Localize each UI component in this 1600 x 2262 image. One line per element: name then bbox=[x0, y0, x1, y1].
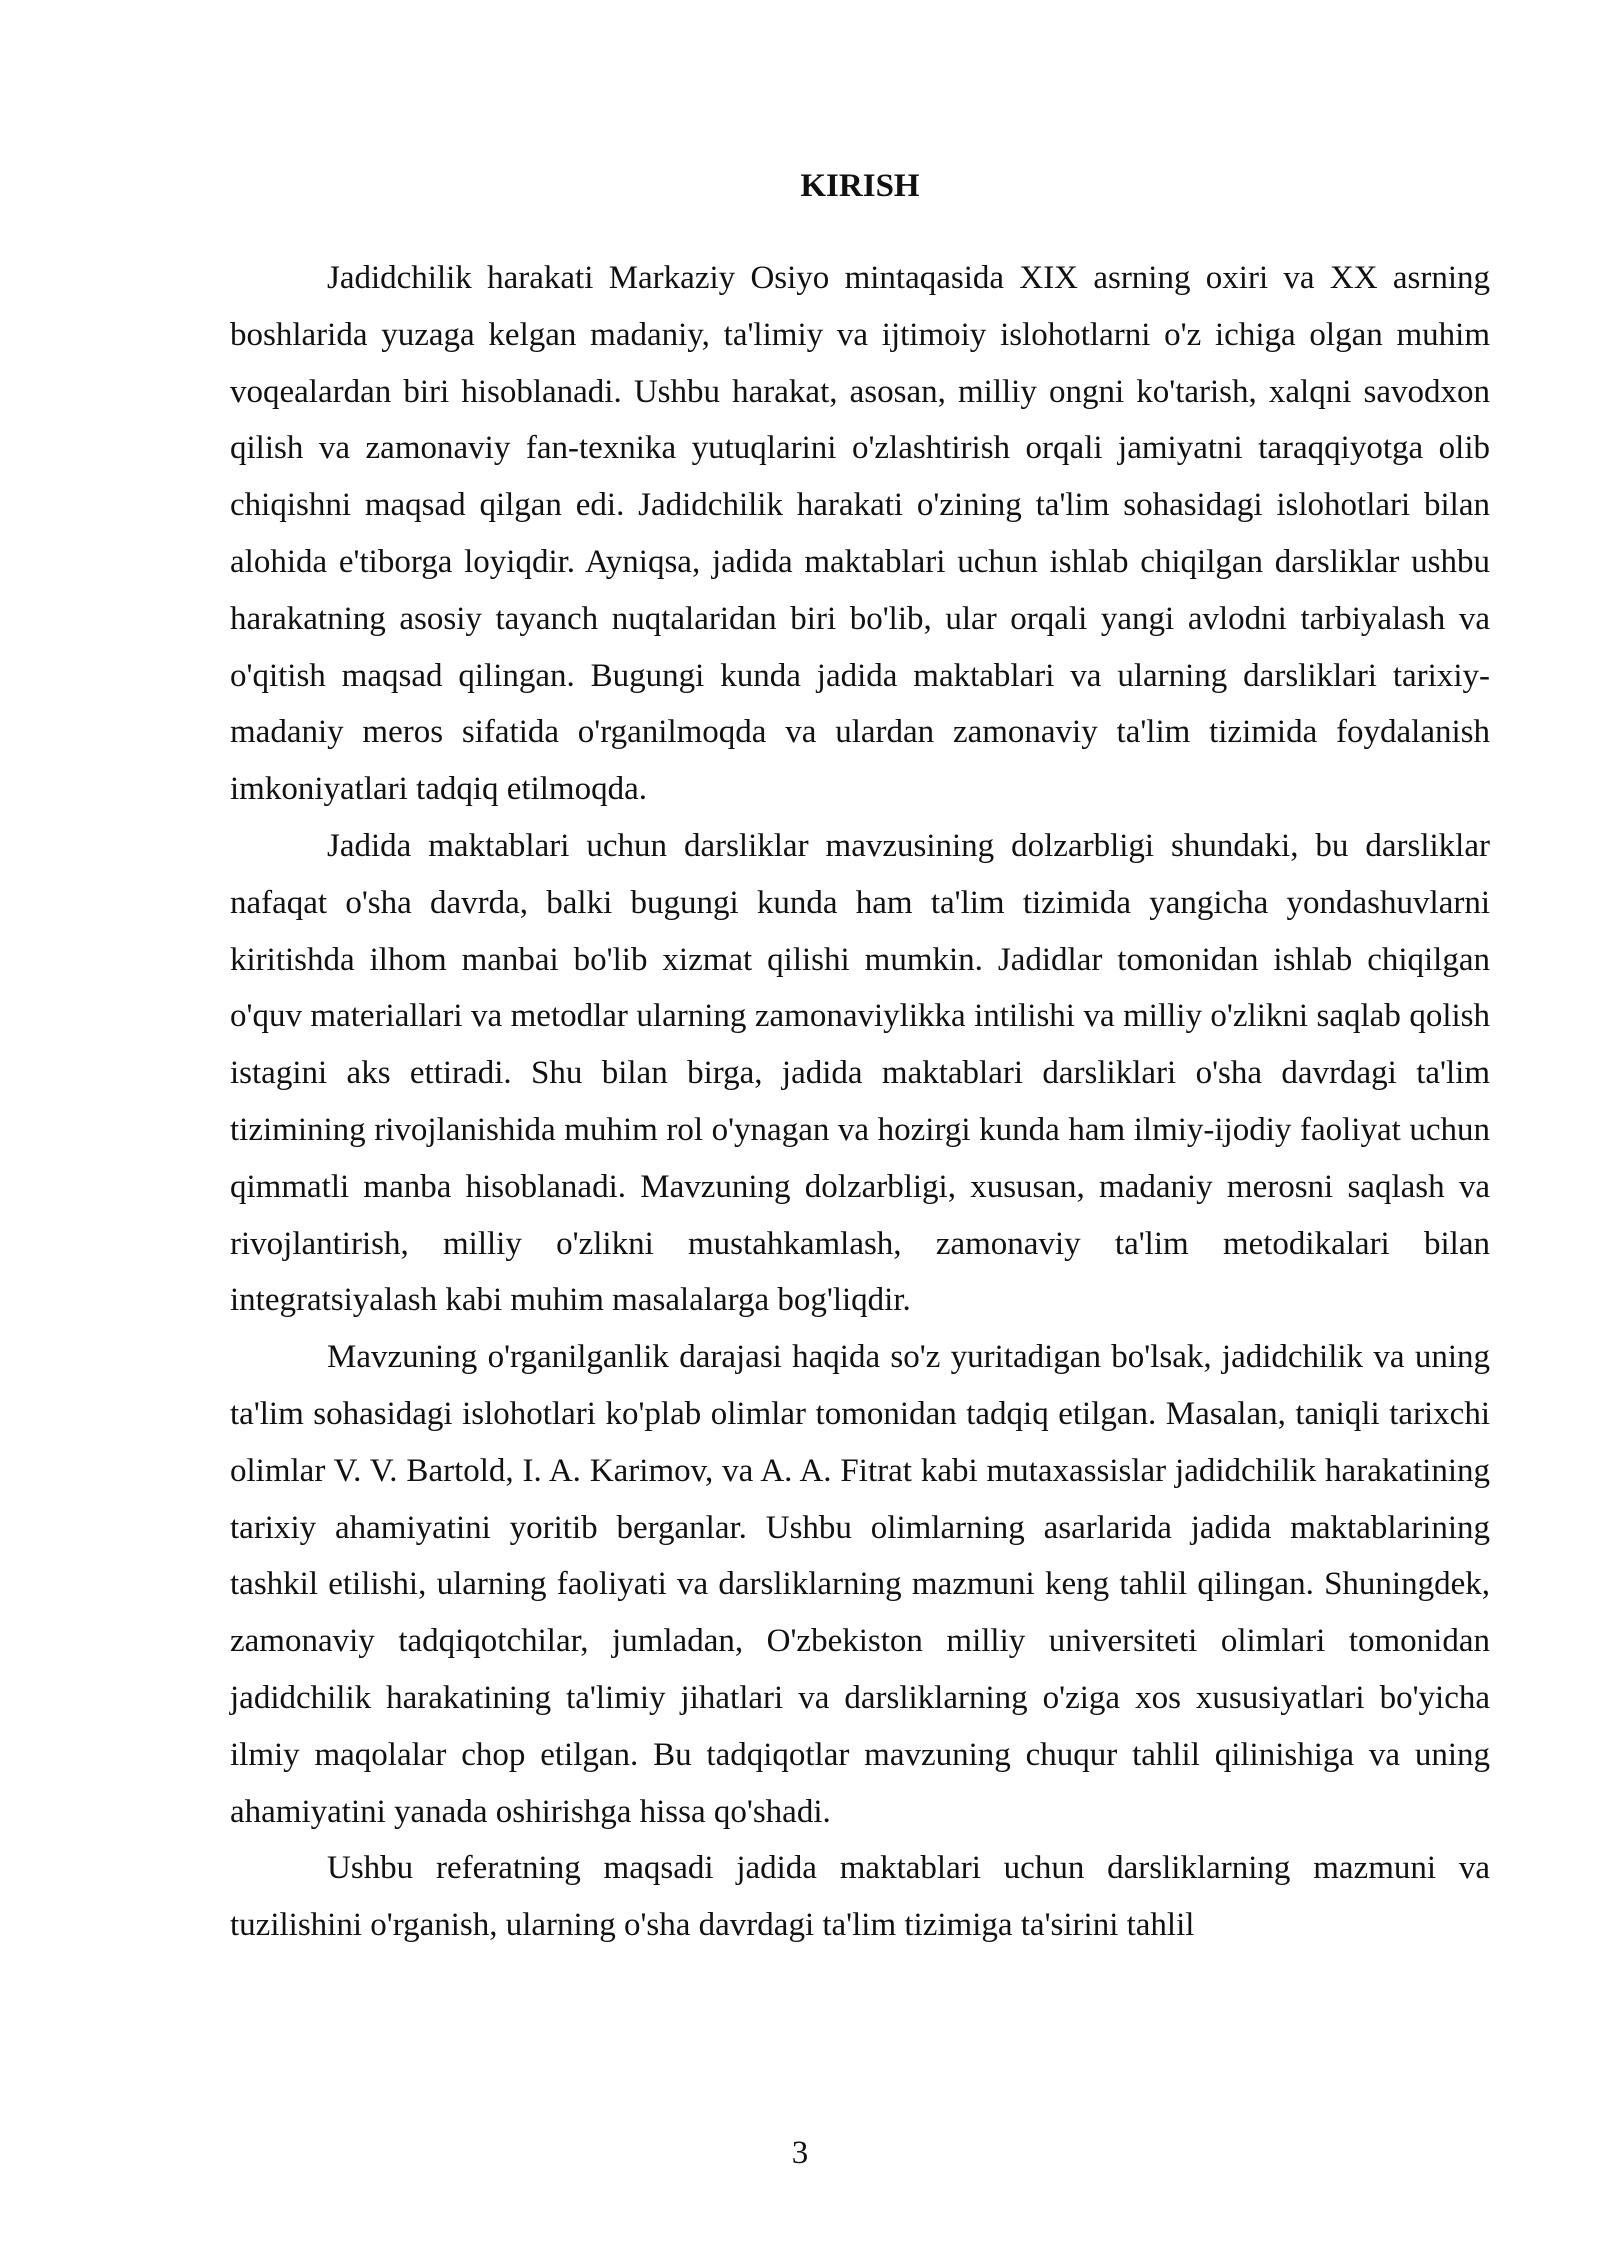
paragraph-literature-review: Mavzuning o'rganilganlik darajasi haqida so'z yuritadigan bo'lsak, jadidchilik va uning ta'lim sohasidagi islohotlari ko'plab olimlar tomonidan tadqiq etilgan. Masalan, taniqli tarixchi olimlar V. V. Bartold, I. A. Karimov, va A. A. Fitrat kabi mutaxassislar jadidchilik harakatining tarixiy ahamiyatini yoritib berganlar. Ushbu olimlarning asarlarida jadida maktablarining tashkil etilishi, ularning faoliyati va darsliklarning mazmuni keng tahlil qilingan. Shuningdek, zamonaviy tadqiqotchilar, jumladan, O'zbekiston milliy universiteti olimlari tomonidan jadidchilik harakatining ta'limiy jihatlari va darsliklarning o'ziga xos xususiyatlari bo'yicha ilmiy maqolalar chop etilgan. Bu tadqiqotlar mavzuning chuqur tahlil qilinishiga va uning ahamiyatini yanada oshirishga hissa qo'shadi. bbox=[230, 1339, 1490, 1830]
paragraph-relevance: Jadida maktablari uchun darsliklar mavzusining dolzarbligi shundaki, bu darsliklar nafaqat o'sha davrda, balki bugungi kunda ham ta'lim tizimida yangicha yondashuvlarni kiritishda ilhom manbai bo'lib xizmat qilishi mumkin. Jadidlar tomonidan ishlab chiqilgan o'quv materiallari va metodlar ularning zamonaviylikka intilishi va milliy o'zlikni saqlab qolish istagini aks ettiradi. Shu bilan birga, jadida maktablari darsliklari o'sha davrdagi ta'lim tizimining rivojlanishida muhim rol o'ynagan va hozirgi kunda ham ilmiy-ijodiy faoliyat uchun qimmatli manba hisoblanadi. Mavzuning dolzarbligi, xususan, madaniy merosni saqlash va rivojlantirish, milliy o'zlikni mustahkamlash, zamonaviy ta'lim metodikalari bilan integratsiyalash kabi muhim masalalarga bog'liqdir. bbox=[230, 827, 1490, 1319]
paragraph-aim: Ushbu referatning maqsadi jadida maktablari uchun darsliklarning mazmuni va tuzilishini o'rganish, ularning o'sha davrdagi ta'lim tizimiga ta'sirini tahlil bbox=[230, 1850, 1490, 1944]
section-title: KIRISH bbox=[800, 168, 920, 204]
paragraph-intro: Jadidchilik harakati Markaziy Osiyo mintaqasida XIX asrning oxiri va XX asrning boshlarida yuzaga kelgan madaniy, ta'limiy va ijtimoiy islohotlarni o'z ichiga olgan muhim voqealardan biri hisoblanadi. Ushbu harakat, asosan, milliy ongni ko'tarish, xalqni savodxon qilish va zamonaviy fan-texnika yutuqlarini o'zlashtirish orqali jamiyatni taraqqiyotga olib chiqishni maqsad qilgan edi. Jadidchilik harakati o'zining ta'lim sohasidagi islohotlari bilan alohida e'tiborga loyiqdir. Ayniqsa, jadida maktablari uchun ishlab chiqilgan darsliklar ushbu harakatning asosiy tayanch nuqtalaridan biri bo'lib, ular orqali yangi avlodni tarbiyalash va o'qitish maqsad qilingan. Bugungi kunda jadida maktablari va ularning darsliklari tarixiy-madaniy meros sifatida o'rganilmoqda va ulardan zamonaviy ta'lim tizimida foydalanish imkoniyatlari tadqiq etilmoqda. bbox=[230, 260, 1490, 808]
page-number: 3 bbox=[791, 2135, 809, 2171]
body-text bbox=[230, 250, 1490, 1954]
